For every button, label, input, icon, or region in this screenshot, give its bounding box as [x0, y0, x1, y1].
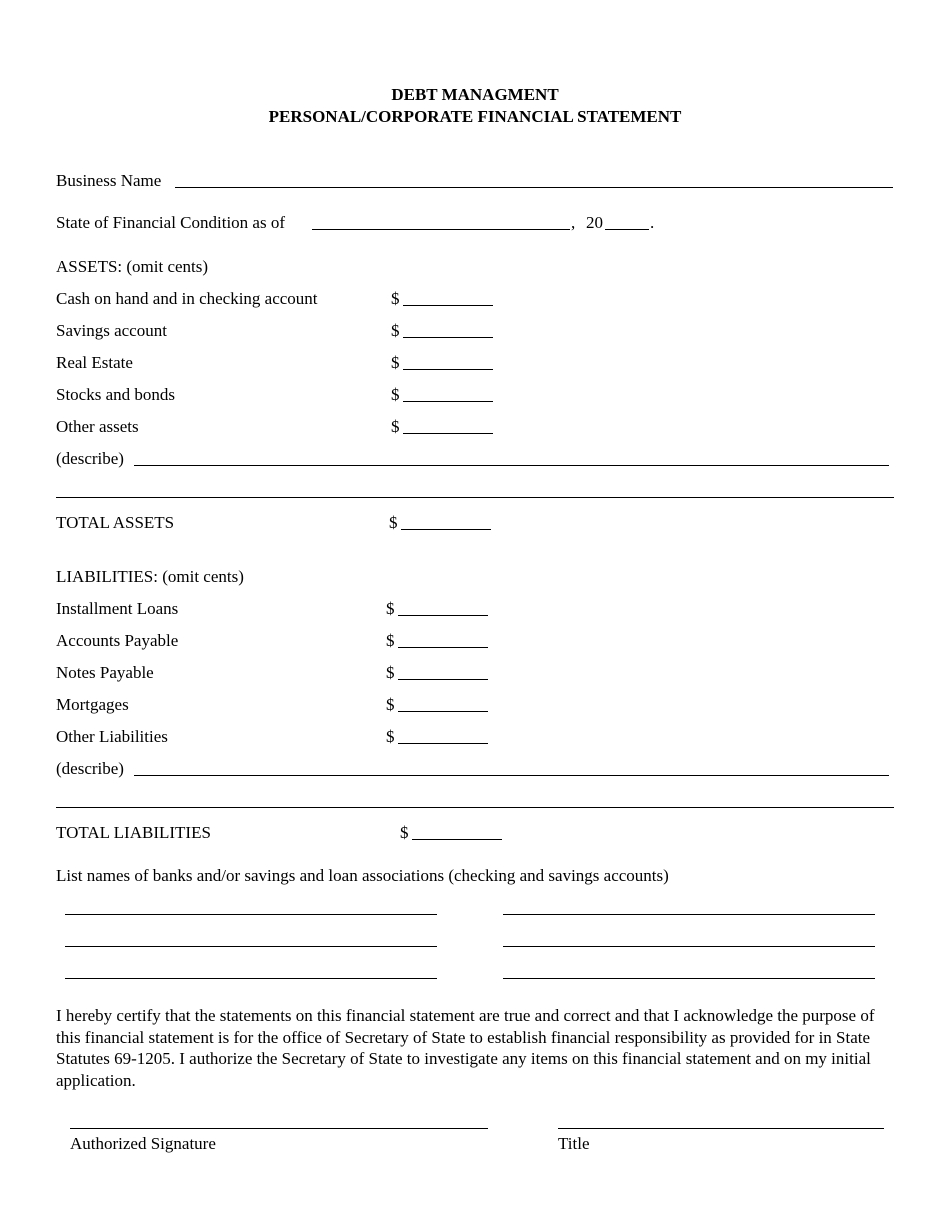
- asset-label: Stocks and bonds: [56, 385, 175, 404]
- signature-field[interactable]: [70, 1128, 488, 1129]
- liability-label: Notes Payable: [56, 663, 154, 682]
- liability-label: Mortgages: [56, 695, 129, 714]
- bank-name-field[interactable]: [503, 978, 875, 979]
- asset-label: Savings account: [56, 321, 167, 340]
- bank-name-field[interactable]: [65, 914, 437, 915]
- dollar-sign: $: [391, 417, 400, 436]
- title-field[interactable]: [558, 1128, 884, 1129]
- asset-label: Real Estate: [56, 353, 133, 372]
- asset-label: Cash on hand and in checking account: [56, 289, 318, 308]
- asset-label: Other assets: [56, 417, 139, 436]
- asset-amount-field[interactable]: [403, 433, 493, 434]
- dollar-sign: $: [391, 353, 400, 372]
- dollar-sign: $: [386, 663, 395, 682]
- signature-label: Authorized Signature: [70, 1134, 216, 1153]
- asset-amount-field[interactable]: [403, 337, 493, 338]
- asset-amount-field[interactable]: [403, 305, 493, 306]
- liability-amount-field[interactable]: [398, 615, 488, 616]
- total-liabilities-label: TOTAL LIABILITIES: [56, 823, 211, 842]
- total-liabilities-field[interactable]: [412, 839, 502, 840]
- dollar-sign: $: [389, 513, 398, 532]
- banks-prompt: List names of banks and/or savings and loan associations (checking and savings accounts): [56, 866, 669, 885]
- asset-amount-field[interactable]: [403, 369, 493, 370]
- dollar-sign: $: [391, 321, 400, 340]
- condition-date-label: State of Financial Condition as of: [56, 213, 285, 232]
- total-assets-field[interactable]: [401, 529, 491, 530]
- bank-name-field[interactable]: [503, 946, 875, 947]
- year-prefix: 20: [586, 213, 603, 232]
- dollar-sign: $: [400, 823, 409, 842]
- liabilities-describe-field-continued[interactable]: [56, 807, 894, 808]
- liabilities-describe-field[interactable]: [134, 775, 889, 776]
- liability-label: Accounts Payable: [56, 631, 179, 650]
- year-comma: ,: [571, 213, 576, 232]
- liability-amount-field[interactable]: [398, 743, 488, 744]
- dollar-sign: $: [386, 727, 395, 746]
- document-subtitle: PERSONAL/CORPORATE FINANCIAL STATEMENT: [268, 107, 682, 126]
- total-assets-label: TOTAL ASSETS: [56, 513, 175, 532]
- asset-amount-field[interactable]: [403, 401, 493, 402]
- business-name-field[interactable]: [175, 187, 893, 188]
- year-field[interactable]: [605, 229, 649, 230]
- dollar-sign: $: [386, 599, 395, 618]
- year-period: .: [650, 213, 655, 232]
- bank-name-field[interactable]: [503, 914, 875, 915]
- liability-label: Installment Loans: [56, 599, 179, 618]
- business-name-label: Business Name: [56, 171, 162, 190]
- dollar-sign: $: [391, 289, 400, 308]
- title-label: Title: [558, 1134, 590, 1153]
- dollar-sign: $: [386, 695, 395, 714]
- assets-heading: ASSETS: (omit cents): [56, 257, 209, 276]
- dollar-sign: $: [386, 631, 395, 650]
- document-title: DEBT MANAGMENT: [391, 85, 559, 104]
- dollar-sign: $: [391, 385, 400, 404]
- liabilities-describe-label: (describe): [56, 759, 124, 778]
- liabilities-heading: LIABILITIES: (omit cents): [56, 567, 244, 586]
- liability-label: Other Liabilities: [56, 727, 168, 746]
- bank-name-field[interactable]: [65, 978, 437, 979]
- liability-amount-field[interactable]: [398, 679, 488, 680]
- condition-date-field[interactable]: [312, 229, 570, 230]
- assets-describe-label: (describe): [56, 449, 124, 468]
- liability-amount-field[interactable]: [398, 711, 488, 712]
- liability-amount-field[interactable]: [398, 647, 488, 648]
- assets-describe-field[interactable]: [134, 465, 889, 466]
- certification-text: I hereby certify that the statements on this financial statement are true and correct and that I acknowledge the purpose of this financial statement is for the office of Secretary of State to establish financial responsibility as provided for in State Statutes 69-1205. I authorize the Secretary of State to investigate any items on this financial statement and on my initial application.: [56, 1006, 875, 1090]
- bank-name-field[interactable]: [65, 946, 437, 947]
- assets-describe-field-continued[interactable]: [56, 497, 894, 498]
